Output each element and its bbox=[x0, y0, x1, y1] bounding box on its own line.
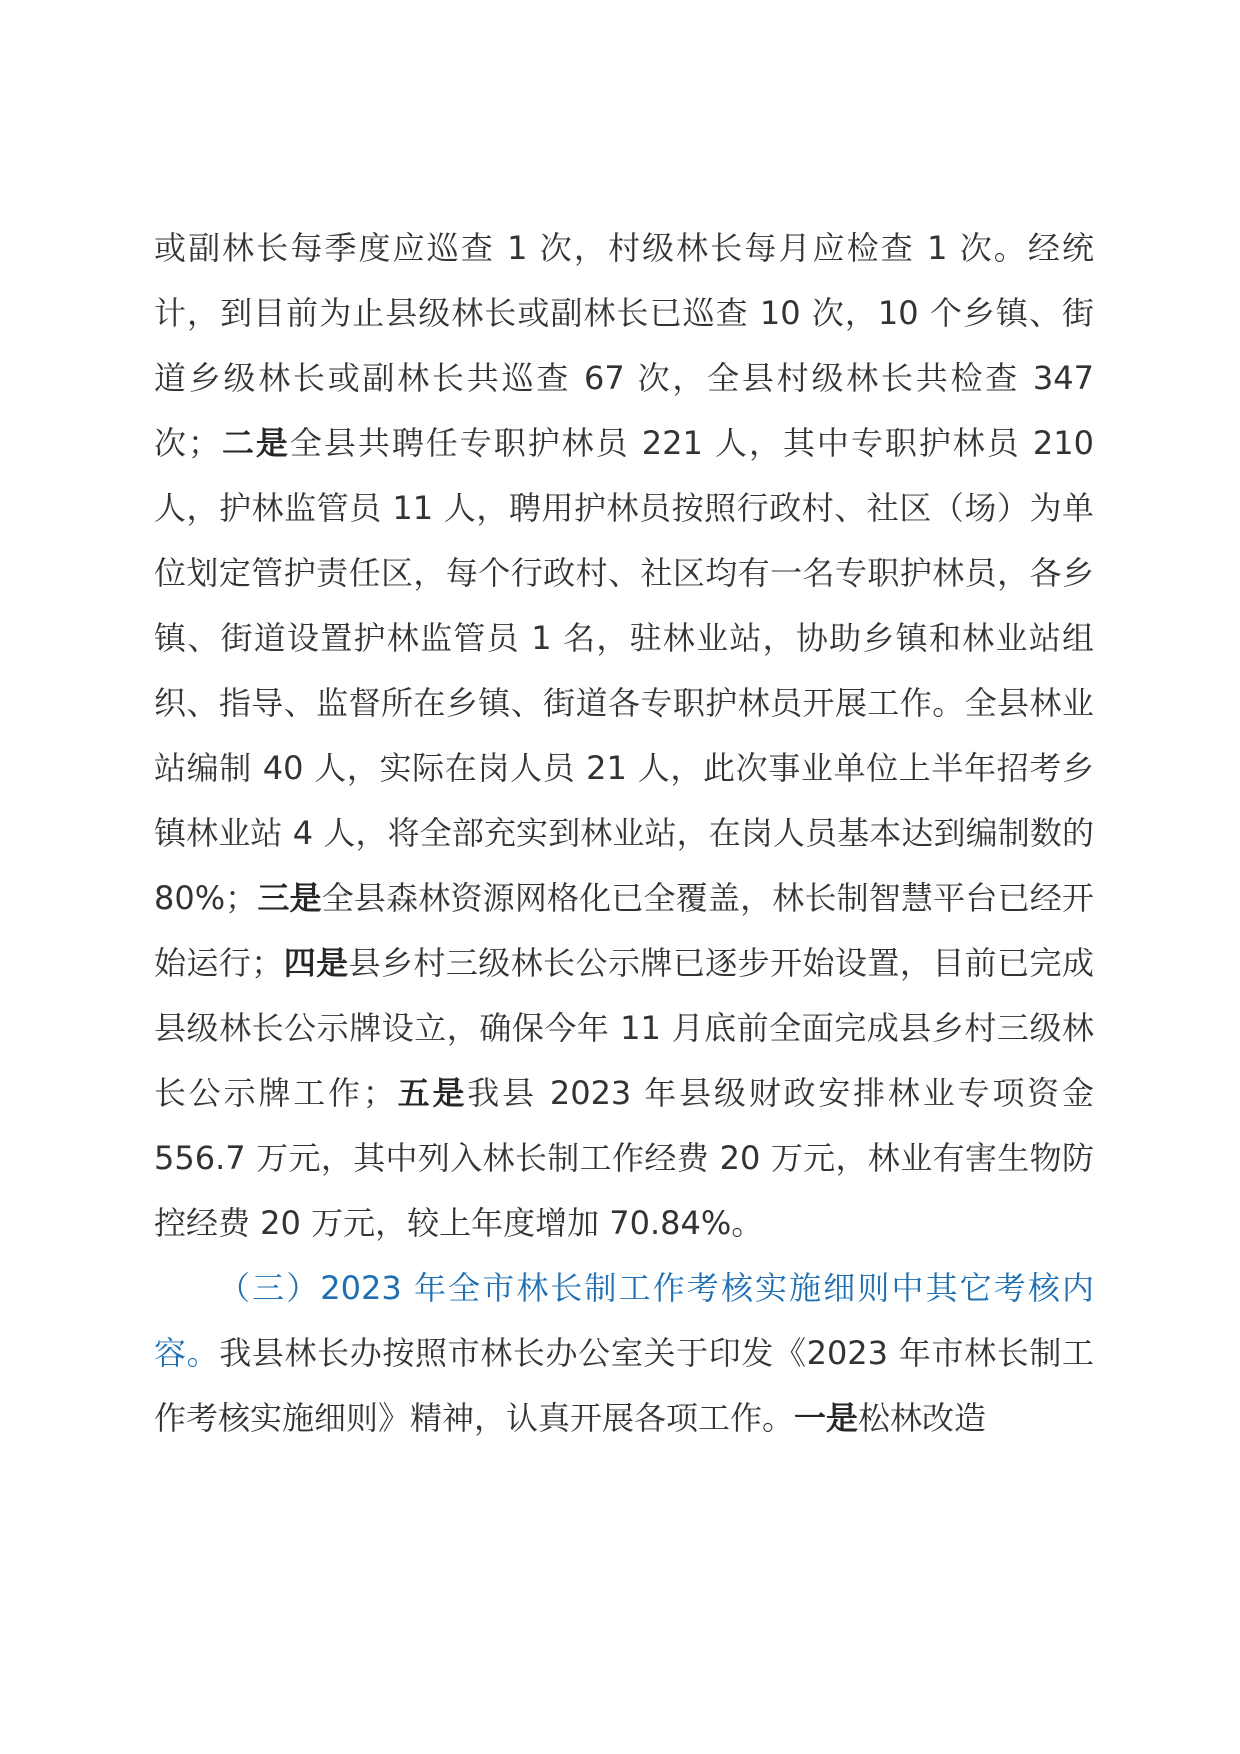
document-body bbox=[154, 216, 1094, 1451]
paragraph-text: 松林改造 bbox=[858, 1399, 987, 1437]
paragraph-text: 全县共聘任专职护林员 221 人，其中专职护林员 210 人，护林监管员 11 人，聘用护林员按照行政村、社区（场）为单位划定管护责任区，每个行政村、社区均有一名专职护林员，各乡镇、街道设置护林监管员 1 名，驻林业站，协助乡镇和林业站组织、指导、监督所在乡镇、街道各专职护林员开展工作。全县林业站编制 40 人，实际在岗人员 21 人，此次事业单位上半年招考乡镇林业站 4 人，将全部充实到林业站，在岗人员基本达到编制数的 80%； bbox=[154, 424, 1094, 917]
paragraph-text: 我县林长办按照市林长办公室关于印发《2023 年市林长制工作考核实施细则》精神，认真开展各项工作。 bbox=[154, 1334, 1094, 1437]
paragraph-text: 县乡村三级林长公示牌已逐步开始设置，目前已完成县级林长公示牌设立，确保今年 11 月底前全面完成县乡村三级林长公示牌工作； bbox=[154, 944, 1094, 1112]
paragraph-text: 全县森林资源网格化已全覆盖，林长制智慧平台已经开始运行； bbox=[154, 879, 1094, 982]
item-marker-four: 四是 bbox=[283, 944, 349, 982]
item-marker-five: 五是 bbox=[394, 1074, 468, 1112]
section-heading: （三）2023 年全市林长制工作考核实施细则中其它考核内容。 bbox=[154, 1269, 1094, 1372]
item-marker-two: 二是 bbox=[219, 424, 290, 462]
item-marker-one: 一是 bbox=[794, 1399, 859, 1437]
paragraph-section-three bbox=[154, 1256, 1094, 1451]
paragraph-statistics bbox=[154, 216, 1094, 1256]
item-marker-three: 三是 bbox=[257, 879, 322, 917]
paragraph-text: 或副林长每季度应巡查 1 次，村级林长每月应检查 1 次。经统计，到目前为止县级林长或副林长已巡查 10 次，10 个乡镇、街道乡级林长或副林长共巡查 67 次，全县村级林长共检查 347 次； bbox=[154, 229, 1094, 462]
paragraph-text: 我县 2023 年县级财政安排林业专项资金 556.7 万元，其中列入林长制工作经费 20 万元，林业有害生物防控经费 20 万元，较上年度增加 70.84%。 bbox=[154, 1074, 1094, 1242]
